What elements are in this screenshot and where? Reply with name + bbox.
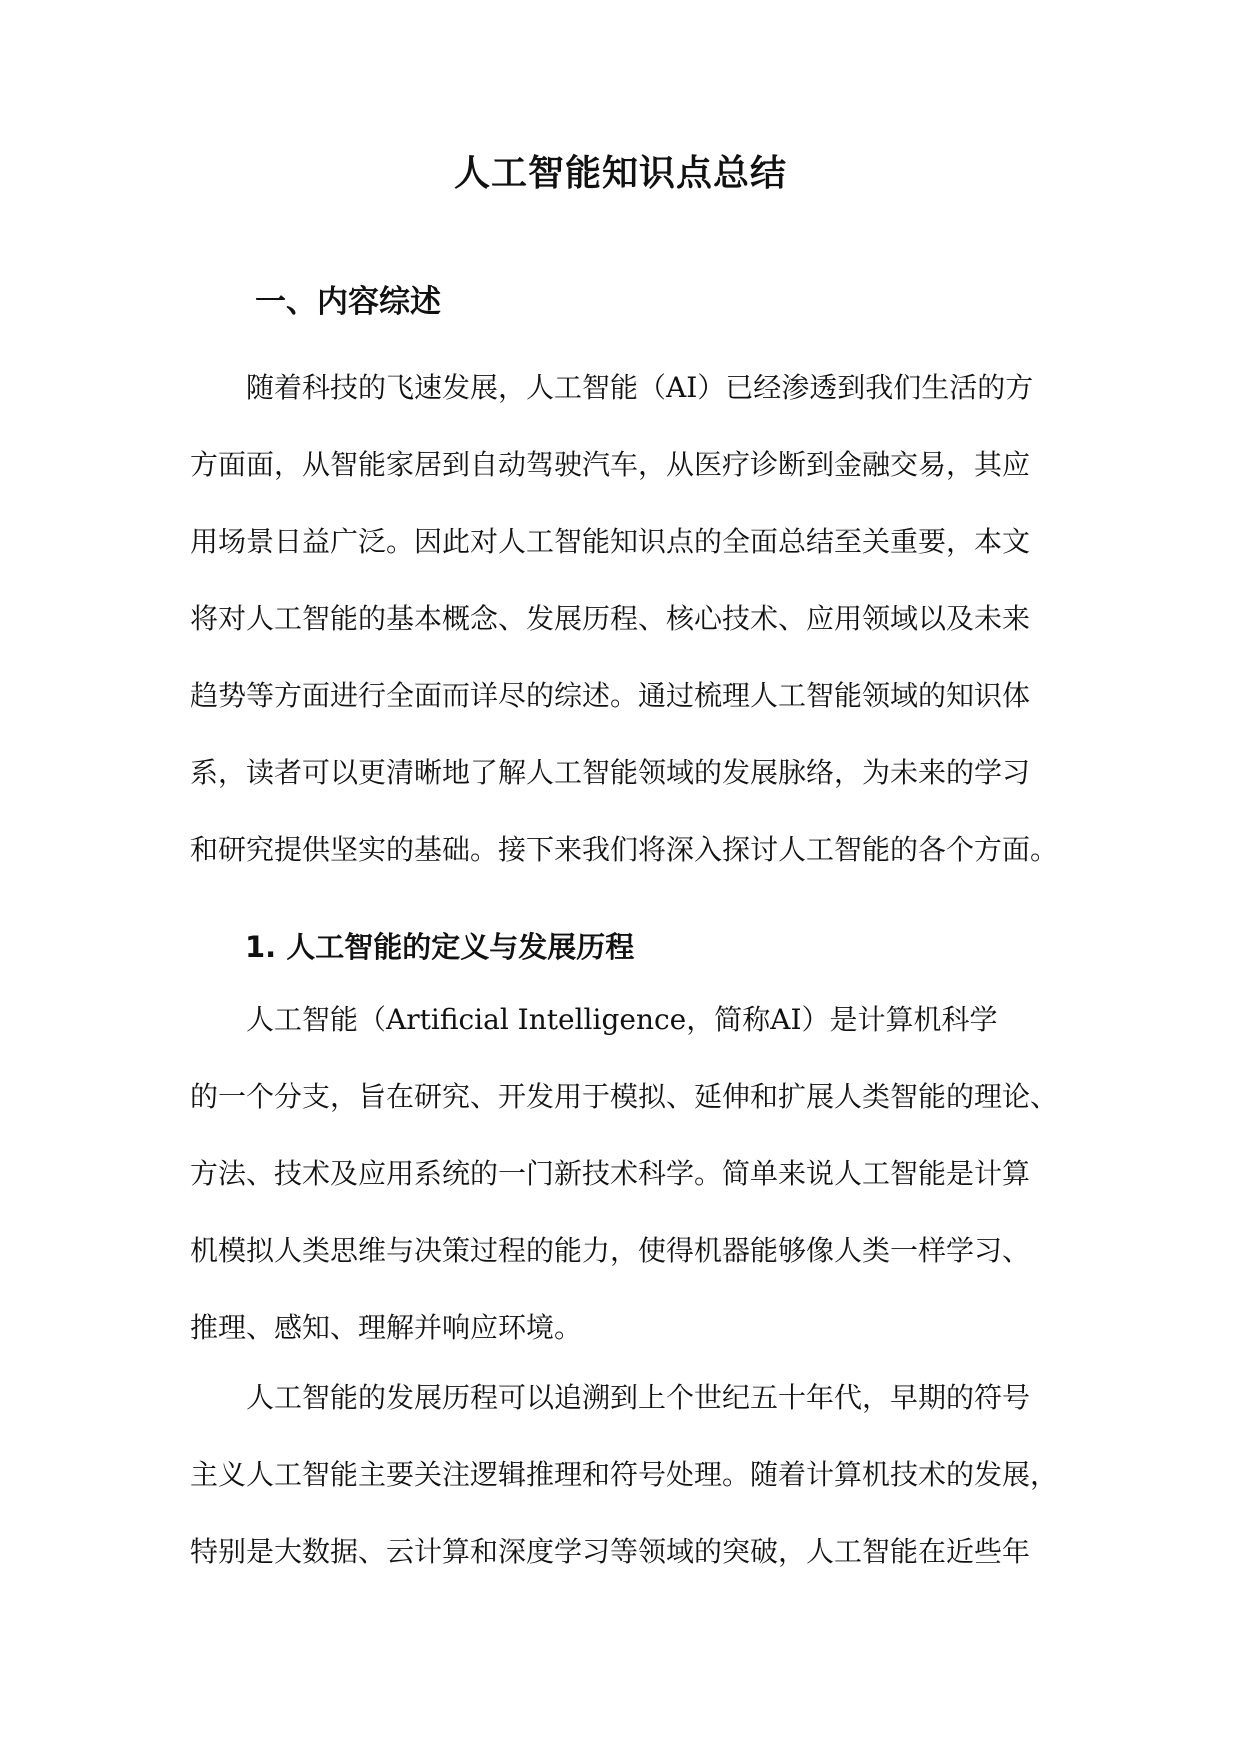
document-title: 人工智能知识点总结	[453, 153, 787, 194]
subsection-heading: 1. 人工智能的定义与发展历程	[245, 930, 635, 964]
paragraph-line: 方法、技术及应用系统的一门新技术科学。简单来说人工智能是计算	[190, 1157, 1031, 1190]
paragraph-line: 方面面，从智能家居到自动驾驶汽车，从医疗诊断到金融交易，其应	[190, 448, 1031, 481]
section-heading: 一、内容综述	[255, 284, 441, 320]
paragraph-line: 特别是大数据、云计算和深度学习等领域的突破，人工智能在近些年	[190, 1535, 1031, 1568]
paragraph-line: 推理、感知、理解并响应环境。	[190, 1311, 583, 1344]
overview-paragraph	[190, 368, 1060, 907]
paragraph-line: 和研究提供坚实的基础。接下来我们将深入探讨人工智能的各个方面。	[190, 833, 1059, 866]
paragraph-line: 随着科技的飞速发展，人工智能（AI）已经渗透到我们生活的方	[246, 371, 1034, 404]
history-paragraph	[190, 1378, 1060, 1609]
paragraph-line: 机模拟人类思维与决策过程的能力，使得机器能够像人类一样学习、	[190, 1234, 1031, 1267]
paragraph-line: 将对人工智能的基本概念、发展历程、核心技术、应用领域以及未来	[190, 602, 1031, 635]
paragraph-line: 趋势等方面进行全面而详尽的综述。通过梳理人工智能领域的知识体	[190, 679, 1031, 712]
paragraph-line: 用场景日益广泛。因此对人工智能知识点的全面总结至关重要，本文	[190, 525, 1031, 558]
paragraph-line: 人工智能（Artificial Intelligence，简称AI）是计算机科学	[246, 1003, 998, 1036]
paragraph-line: 的一个分支，旨在研究、开发用于模拟、延伸和扩展人类智能的理论、	[190, 1080, 1059, 1113]
paragraph-line: 系，读者可以更清晰地了解人工智能领域的发展脉络，为未来的学习	[190, 756, 1031, 789]
paragraph-line: 人工智能的发展历程可以追溯到上个世纪五十年代，早期的符号	[246, 1381, 1031, 1414]
definition-paragraph	[190, 1000, 1060, 1385]
paragraph-line: 主义人工智能主要关注逻辑推理和符号处理。随着计算机技术的发展，	[190, 1458, 1059, 1491]
